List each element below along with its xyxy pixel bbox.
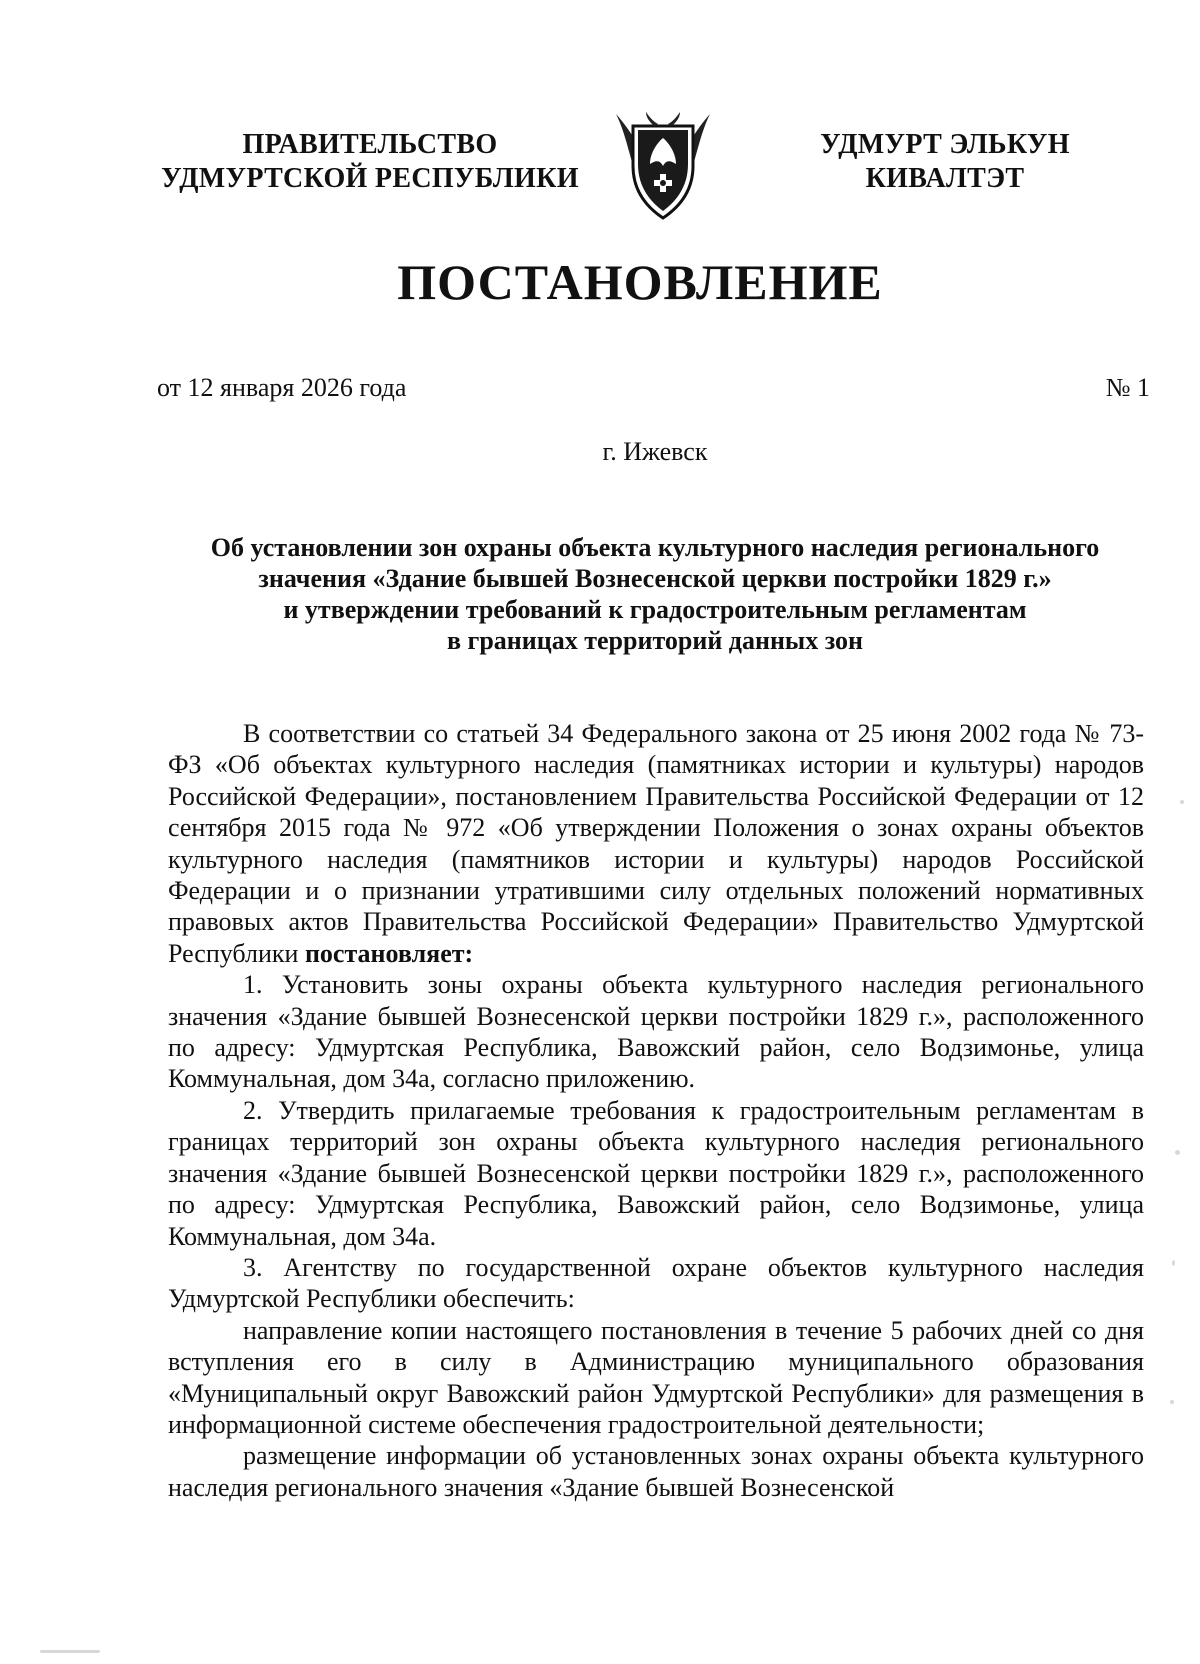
- issuer-udmurt-line-1: УДМУРТ ЭЛЬКУН: [820, 129, 1070, 160]
- issuer-name-russian: [150, 128, 590, 196]
- item-3a-paragraph: направление копии настоящего постановления в течение 5 рабочих дней со дня вступления его в силу в Администрацию муниципального образования «Муниципальный округ Вавожский район Удмуртской Республики» для размещения в информационной системе обеспечения градостроительной деятельности;: [168, 1315, 1144, 1439]
- udmurt-coat-of-arms-icon: [608, 104, 718, 222]
- subject-line-4: в границах территорий данных зон: [447, 626, 863, 655]
- issuer-line-1: ПРАВИТЕЛЬСТВО: [242, 129, 498, 160]
- document-subject: [160, 532, 1150, 656]
- item-3-paragraph: 3. Агентству по государственной охране объектов культурного наследия Удмуртской Республики обеспечить:: [168, 1252, 1144, 1314]
- issuer-udmurt-line-2: КИВАЛТЭТ: [865, 163, 1025, 194]
- item-2-paragraph: 2. Утвердить прилагаемые требования к градостроительным регламентам в границах территорий зон охраны объекта культурного наследия регионального значения «Здание бывшей Вознесенской церкви постройки 1829 г.», расположенного по адресу: Удмуртская Республика, Вавожский район, село Водзимонье, улица Коммунальная, дом 34а.: [168, 1095, 1144, 1251]
- scan-speck: [40, 1650, 100, 1653]
- subject-line-3: и утверждении требований к градостроительным регламентам: [283, 595, 1027, 624]
- document-type-title: ПОСТАНОВЛЕНИЕ: [397, 254, 883, 310]
- preamble-paragraph: [168, 718, 1144, 969]
- document-number: № 1: [1105, 373, 1150, 402]
- issuer-line-2: УДМУРТСКОЙ РЕСПУБЛИКИ: [161, 163, 579, 194]
- scan-speck: [1175, 1150, 1180, 1155]
- item-3b-paragraph: размещение информации об установленных зонах охраны объекта культурного наследия регионального значения «Здание бывшей Вознесенской: [168, 1441, 1144, 1502]
- preamble-text: В соответствии со статьей 34 Федерального закона от 25 июня 2002 года № 73-ФЗ «Об объектах культурного наследия (памятниках истории и культуры) народов Российской Федерации», постановлением Правительства Российской Федерации от 12 сентября 2015 года № 972 «Об утверждении Положения о зонах охраны объектов культурного наследия (памятников истории и культуры) народов Российской Федерации и о признании утратившими силу отдельных положений нормативных правовых актов Правительства Российской Федерации» Правительство Удмуртской Республики: [168, 719, 1144, 968]
- document-date: от 12 января 2026 года: [157, 373, 407, 402]
- scan-speck: [1180, 800, 1184, 804]
- item-1-paragraph: 1. Установить зоны охраны объекта культурного наследия регионального значения «Здание бывшей Вознесенской церкви постройки 1829 г.», расположенного по адресу: Удмуртская Республика, Вавожский район, село Водзимонье, улица Коммунальная, дом 34а, согласно приложению.: [168, 970, 1144, 1094]
- preamble-decree-word: постановляет: [304, 938, 465, 968]
- subject-line-1: Об установлении зон охраны объекта культурного наследия регионального: [210, 533, 1100, 562]
- preamble-colon: :: [464, 938, 474, 968]
- document-city: г. Ижевск: [602, 437, 708, 466]
- subject-line-2: значения «Здание бывшей Вознесенской церкви постройки 1829 г.»: [258, 564, 1052, 593]
- document-body: [168, 718, 1144, 1503]
- scan-speck: [1172, 1260, 1175, 1266]
- issuer-name-udmurt: [800, 128, 1090, 196]
- scan-speck: [1170, 1400, 1174, 1404]
